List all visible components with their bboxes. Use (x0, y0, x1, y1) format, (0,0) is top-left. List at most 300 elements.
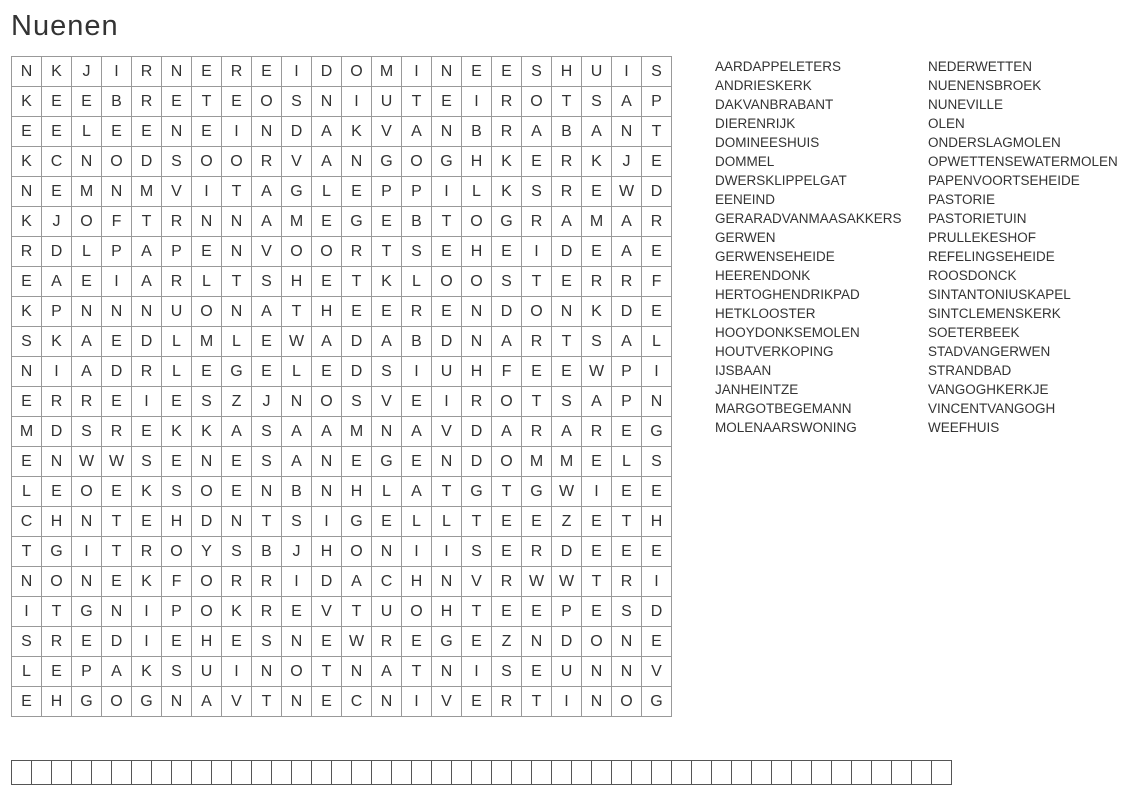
grid-cell[interactable]: E (252, 57, 282, 87)
grid-cell[interactable]: R (252, 147, 282, 177)
grid-cell[interactable]: V (462, 567, 492, 597)
grid-cell[interactable]: G (462, 477, 492, 507)
grid-cell[interactable]: A (402, 417, 432, 447)
grid-cell[interactable]: R (342, 237, 372, 267)
grid-cell[interactable]: E (492, 507, 522, 537)
grid-cell[interactable]: E (312, 687, 342, 717)
answer-box[interactable] (832, 761, 852, 785)
answer-box[interactable] (812, 761, 832, 785)
grid-cell[interactable]: R (12, 237, 42, 267)
grid-cell[interactable]: P (642, 87, 672, 117)
grid-cell[interactable]: E (582, 177, 612, 207)
grid-cell[interactable]: A (402, 117, 432, 147)
grid-cell[interactable]: R (462, 387, 492, 417)
grid-cell[interactable]: E (252, 357, 282, 387)
grid-cell[interactable]: N (522, 627, 552, 657)
grid-cell[interactable]: V (372, 117, 402, 147)
grid-cell[interactable]: Z (492, 627, 522, 657)
grid-cell[interactable]: A (72, 357, 102, 387)
grid-cell[interactable]: E (432, 237, 462, 267)
grid-cell[interactable]: L (402, 267, 432, 297)
grid-cell[interactable]: G (372, 447, 402, 477)
grid-cell[interactable]: J (42, 207, 72, 237)
grid-cell[interactable]: I (432, 537, 462, 567)
grid-cell[interactable]: P (102, 237, 132, 267)
grid-cell[interactable]: N (582, 687, 612, 717)
grid-cell[interactable]: S (162, 657, 192, 687)
grid-cell[interactable]: O (522, 297, 552, 327)
grid-cell[interactable]: D (282, 117, 312, 147)
grid-cell[interactable]: L (12, 477, 42, 507)
grid-cell[interactable]: R (612, 267, 642, 297)
grid-cell[interactable]: S (582, 87, 612, 117)
grid-cell[interactable]: N (222, 507, 252, 537)
grid-cell[interactable]: E (192, 357, 222, 387)
grid-cell[interactable]: O (522, 87, 552, 117)
grid-cell[interactable]: N (432, 567, 462, 597)
answer-box[interactable] (152, 761, 172, 785)
grid-cell[interactable]: R (522, 417, 552, 447)
grid-cell[interactable]: P (612, 387, 642, 417)
grid-cell[interactable]: H (402, 567, 432, 597)
grid-cell[interactable]: H (462, 147, 492, 177)
grid-cell[interactable]: L (642, 327, 672, 357)
grid-cell[interactable]: O (612, 687, 642, 717)
answer-box[interactable] (432, 761, 452, 785)
grid-cell[interactable]: A (342, 567, 372, 597)
grid-cell[interactable]: E (492, 597, 522, 627)
grid-cell[interactable]: E (492, 537, 522, 567)
grid-cell[interactable]: A (582, 387, 612, 417)
grid-cell[interactable]: E (492, 57, 522, 87)
grid-cell[interactable]: N (432, 657, 462, 687)
grid-cell[interactable]: N (192, 207, 222, 237)
grid-cell[interactable]: N (372, 537, 402, 567)
grid-cell[interactable]: O (492, 447, 522, 477)
grid-cell[interactable]: E (102, 477, 132, 507)
grid-cell[interactable]: K (12, 87, 42, 117)
grid-cell[interactable]: N (72, 297, 102, 327)
grid-cell[interactable]: I (132, 597, 162, 627)
answer-box[interactable] (492, 761, 512, 785)
grid-cell[interactable]: O (402, 597, 432, 627)
grid-cell[interactable]: T (192, 87, 222, 117)
grid-cell[interactable]: W (582, 357, 612, 387)
grid-cell[interactable]: E (582, 237, 612, 267)
grid-cell[interactable]: K (222, 597, 252, 627)
grid-cell[interactable]: I (132, 627, 162, 657)
grid-cell[interactable]: S (252, 447, 282, 477)
grid-cell[interactable]: I (582, 477, 612, 507)
grid-cell[interactable]: D (312, 57, 342, 87)
grid-cell[interactable]: E (402, 447, 432, 477)
grid-cell[interactable]: A (312, 117, 342, 147)
grid-cell[interactable]: S (642, 57, 672, 87)
grid-cell[interactable]: N (372, 687, 402, 717)
grid-cell[interactable]: A (492, 417, 522, 447)
answer-box[interactable] (732, 761, 752, 785)
grid-cell[interactable]: I (192, 177, 222, 207)
grid-cell[interactable]: I (402, 357, 432, 387)
grid-cell[interactable]: R (102, 417, 132, 447)
grid-cell[interactable]: P (162, 237, 192, 267)
grid-cell[interactable]: T (342, 267, 372, 297)
grid-cell[interactable]: A (372, 327, 402, 357)
grid-cell[interactable]: E (522, 147, 552, 177)
grid-cell[interactable]: C (12, 507, 42, 537)
grid-cell[interactable]: R (372, 627, 402, 657)
grid-cell[interactable]: R (72, 387, 102, 417)
grid-cell[interactable]: I (462, 657, 492, 687)
grid-cell[interactable]: V (432, 417, 462, 447)
grid-cell[interactable]: E (72, 627, 102, 657)
grid-cell[interactable]: H (462, 357, 492, 387)
grid-cell[interactable]: M (342, 417, 372, 447)
grid-cell[interactable]: E (102, 327, 132, 357)
grid-cell[interactable]: K (582, 297, 612, 327)
grid-cell[interactable]: E (342, 177, 372, 207)
grid-cell[interactable]: E (102, 567, 132, 597)
grid-cell[interactable]: O (192, 597, 222, 627)
grid-cell[interactable]: R (492, 117, 522, 147)
grid-cell[interactable]: M (12, 417, 42, 447)
grid-cell[interactable]: T (312, 657, 342, 687)
grid-cell[interactable]: A (612, 237, 642, 267)
grid-cell[interactable]: A (222, 417, 252, 447)
grid-cell[interactable]: S (492, 657, 522, 687)
grid-cell[interactable]: W (612, 177, 642, 207)
grid-cell[interactable]: F (492, 357, 522, 387)
grid-cell[interactable]: E (462, 687, 492, 717)
grid-cell[interactable]: M (522, 447, 552, 477)
answer-box[interactable] (272, 761, 292, 785)
grid-cell[interactable]: U (552, 657, 582, 687)
grid-cell[interactable]: R (132, 537, 162, 567)
grid-cell[interactable]: T (642, 117, 672, 147)
grid-cell[interactable]: D (552, 237, 582, 267)
grid-cell[interactable]: E (522, 597, 552, 627)
grid-cell[interactable]: T (462, 507, 492, 537)
grid-cell[interactable]: A (612, 87, 642, 117)
grid-cell[interactable]: G (72, 597, 102, 627)
grid-cell[interactable]: N (612, 117, 642, 147)
grid-cell[interactable]: G (642, 687, 672, 717)
grid-cell[interactable]: S (492, 267, 522, 297)
grid-cell[interactable]: H (552, 57, 582, 87)
grid-cell[interactable]: C (342, 687, 372, 717)
grid-cell[interactable]: E (102, 387, 132, 417)
grid-cell[interactable]: N (312, 477, 342, 507)
grid-cell[interactable]: I (102, 267, 132, 297)
grid-cell[interactable]: P (162, 597, 192, 627)
answer-box[interactable] (372, 761, 392, 785)
grid-cell[interactable]: L (72, 117, 102, 147)
grid-cell[interactable]: E (342, 447, 372, 477)
grid-cell[interactable]: E (642, 477, 672, 507)
grid-cell[interactable]: E (12, 447, 42, 477)
grid-cell[interactable]: K (162, 417, 192, 447)
grid-cell[interactable]: L (432, 507, 462, 537)
grid-cell[interactable]: E (132, 507, 162, 537)
grid-cell[interactable]: N (192, 447, 222, 477)
grid-cell[interactable]: T (552, 87, 582, 117)
grid-cell[interactable]: T (402, 657, 432, 687)
grid-cell[interactable]: V (252, 237, 282, 267)
answer-box[interactable] (392, 761, 412, 785)
grid-cell[interactable]: I (42, 357, 72, 387)
grid-cell[interactable]: I (132, 387, 162, 417)
grid-cell[interactable]: K (132, 657, 162, 687)
grid-cell[interactable]: D (42, 237, 72, 267)
grid-cell[interactable]: S (462, 537, 492, 567)
grid-cell[interactable]: I (642, 357, 672, 387)
grid-cell[interactable]: S (342, 387, 372, 417)
grid-cell[interactable]: E (492, 237, 522, 267)
grid-cell[interactable]: I (432, 177, 462, 207)
grid-cell[interactable]: O (162, 537, 192, 567)
grid-cell[interactable]: E (372, 297, 402, 327)
grid-cell[interactable]: L (312, 177, 342, 207)
grid-cell[interactable]: W (282, 327, 312, 357)
grid-cell[interactable]: R (522, 207, 552, 237)
grid-cell[interactable]: D (642, 177, 672, 207)
grid-cell[interactable]: A (312, 327, 342, 357)
grid-cell[interactable]: R (222, 567, 252, 597)
grid-cell[interactable]: A (252, 207, 282, 237)
grid-cell[interactable]: S (642, 447, 672, 477)
grid-cell[interactable]: E (312, 207, 342, 237)
grid-cell[interactable]: U (372, 597, 402, 627)
grid-cell[interactable]: D (192, 507, 222, 537)
grid-cell[interactable]: T (132, 207, 162, 237)
grid-cell[interactable]: E (312, 627, 342, 657)
grid-cell[interactable]: E (522, 507, 552, 537)
grid-cell[interactable]: U (582, 57, 612, 87)
grid-cell[interactable]: A (582, 117, 612, 147)
grid-cell[interactable]: A (552, 417, 582, 447)
grid-cell[interactable]: I (222, 657, 252, 687)
grid-cell[interactable]: R (642, 207, 672, 237)
grid-cell[interactable]: G (372, 147, 402, 177)
grid-cell[interactable]: S (522, 177, 552, 207)
grid-cell[interactable]: E (162, 627, 192, 657)
answer-box[interactable] (192, 761, 212, 785)
grid-cell[interactable]: D (642, 597, 672, 627)
grid-cell[interactable]: T (102, 537, 132, 567)
grid-cell[interactable]: O (432, 267, 462, 297)
grid-cell[interactable]: E (12, 387, 42, 417)
grid-cell[interactable]: A (42, 267, 72, 297)
grid-cell[interactable]: P (612, 357, 642, 387)
grid-cell[interactable]: S (282, 507, 312, 537)
grid-cell[interactable]: R (132, 87, 162, 117)
grid-cell[interactable]: N (312, 447, 342, 477)
grid-cell[interactable]: H (462, 237, 492, 267)
grid-cell[interactable]: A (282, 417, 312, 447)
grid-cell[interactable]: E (612, 417, 642, 447)
grid-cell[interactable]: N (72, 567, 102, 597)
grid-cell[interactable]: R (252, 567, 282, 597)
grid-cell[interactable]: T (282, 297, 312, 327)
grid-cell[interactable]: N (162, 117, 192, 147)
grid-cell[interactable]: I (282, 57, 312, 87)
grid-cell[interactable]: I (402, 57, 432, 87)
grid-cell[interactable]: E (42, 87, 72, 117)
grid-cell[interactable]: R (162, 207, 192, 237)
grid-cell[interactable]: O (42, 567, 72, 597)
grid-cell[interactable]: G (522, 477, 552, 507)
grid-cell[interactable]: E (402, 627, 432, 657)
grid-cell[interactable]: W (552, 477, 582, 507)
answer-box[interactable] (212, 761, 232, 785)
answer-box[interactable] (32, 761, 52, 785)
grid-cell[interactable]: G (642, 417, 672, 447)
grid-cell[interactable]: I (312, 507, 342, 537)
grid-cell[interactable]: S (402, 237, 432, 267)
grid-cell[interactable]: N (372, 417, 402, 447)
grid-cell[interactable]: N (132, 297, 162, 327)
grid-cell[interactable]: T (582, 567, 612, 597)
grid-cell[interactable]: O (582, 627, 612, 657)
grid-cell[interactable]: E (402, 387, 432, 417)
grid-cell[interactable]: S (12, 627, 42, 657)
grid-cell[interactable]: W (342, 627, 372, 657)
grid-cell[interactable]: O (312, 237, 342, 267)
grid-cell[interactable]: R (552, 147, 582, 177)
grid-cell[interactable]: B (402, 207, 432, 237)
grid-cell[interactable]: S (162, 147, 192, 177)
grid-cell[interactable]: E (612, 537, 642, 567)
grid-cell[interactable]: V (162, 177, 192, 207)
grid-cell[interactable]: O (252, 87, 282, 117)
grid-cell[interactable]: H (642, 507, 672, 537)
grid-cell[interactable]: O (492, 387, 522, 417)
grid-cell[interactable]: O (312, 387, 342, 417)
grid-cell[interactable]: T (522, 267, 552, 297)
grid-cell[interactable]: O (462, 267, 492, 297)
grid-cell[interactable]: E (42, 657, 72, 687)
answer-box[interactable] (172, 761, 192, 785)
grid-cell[interactable]: N (252, 477, 282, 507)
grid-cell[interactable]: H (282, 267, 312, 297)
grid-cell[interactable]: V (372, 387, 402, 417)
grid-cell[interactable]: I (102, 57, 132, 87)
grid-cell[interactable]: E (192, 57, 222, 87)
grid-cell[interactable]: D (42, 417, 72, 447)
grid-cell[interactable]: R (612, 567, 642, 597)
grid-cell[interactable]: W (522, 567, 552, 597)
grid-cell[interactable]: A (552, 207, 582, 237)
grid-cell[interactable]: E (582, 597, 612, 627)
grid-cell[interactable]: O (72, 477, 102, 507)
grid-cell[interactable]: F (642, 267, 672, 297)
grid-cell[interactable]: L (222, 327, 252, 357)
grid-cell[interactable]: V (642, 657, 672, 687)
answer-box[interactable] (252, 761, 272, 785)
grid-cell[interactable]: Z (222, 387, 252, 417)
grid-cell[interactable]: M (552, 447, 582, 477)
grid-cell[interactable]: P (552, 597, 582, 627)
grid-cell[interactable]: H (312, 297, 342, 327)
grid-cell[interactable]: E (162, 447, 192, 477)
grid-cell[interactable]: H (42, 687, 72, 717)
grid-cell[interactable]: N (222, 237, 252, 267)
grid-cell[interactable]: J (612, 147, 642, 177)
grid-cell[interactable]: J (282, 537, 312, 567)
grid-cell[interactable]: N (462, 297, 492, 327)
grid-cell[interactable]: N (552, 297, 582, 327)
grid-cell[interactable]: K (132, 567, 162, 597)
grid-cell[interactable]: K (42, 57, 72, 87)
grid-cell[interactable]: V (222, 687, 252, 717)
grid-cell[interactable]: T (432, 207, 462, 237)
grid-cell[interactable]: U (432, 357, 462, 387)
grid-cell[interactable]: R (42, 387, 72, 417)
answer-box[interactable] (452, 761, 472, 785)
answer-box[interactable] (132, 761, 152, 785)
grid-cell[interactable]: M (192, 327, 222, 357)
grid-cell[interactable]: N (342, 147, 372, 177)
grid-cell[interactable]: I (402, 537, 432, 567)
grid-cell[interactable]: D (132, 327, 162, 357)
grid-cell[interactable]: E (582, 507, 612, 537)
grid-cell[interactable]: D (612, 297, 642, 327)
answer-box[interactable] (532, 761, 552, 785)
grid-cell[interactable]: I (432, 387, 462, 417)
grid-cell[interactable]: M (582, 207, 612, 237)
grid-cell[interactable]: W (72, 447, 102, 477)
grid-cell[interactable]: E (552, 357, 582, 387)
grid-cell[interactable]: M (372, 57, 402, 87)
grid-cell[interactable]: O (342, 57, 372, 87)
grid-cell[interactable]: E (462, 57, 492, 87)
grid-cell[interactable]: G (492, 207, 522, 237)
grid-cell[interactable]: A (282, 447, 312, 477)
grid-cell[interactable]: V (432, 687, 462, 717)
grid-cell[interactable]: A (102, 657, 132, 687)
grid-cell[interactable]: O (72, 207, 102, 237)
grid-cell[interactable]: P (72, 657, 102, 687)
grid-cell[interactable]: E (162, 87, 192, 117)
answer-box[interactable] (592, 761, 612, 785)
grid-cell[interactable]: O (342, 537, 372, 567)
grid-cell[interactable]: D (102, 357, 132, 387)
grid-cell[interactable]: D (552, 537, 582, 567)
answer-box[interactable] (612, 761, 632, 785)
grid-cell[interactable]: T (252, 687, 282, 717)
grid-cell[interactable]: R (132, 57, 162, 87)
answer-box[interactable] (112, 761, 132, 785)
grid-cell[interactable]: I (402, 687, 432, 717)
grid-cell[interactable]: E (12, 117, 42, 147)
answer-box[interactable] (752, 761, 772, 785)
grid-cell[interactable]: N (432, 447, 462, 477)
grid-cell[interactable]: N (162, 687, 192, 717)
grid-cell[interactable]: L (162, 327, 192, 357)
grid-cell[interactable]: G (432, 147, 462, 177)
grid-cell[interactable]: E (102, 117, 132, 147)
answer-box[interactable] (712, 761, 732, 785)
grid-cell[interactable]: I (552, 687, 582, 717)
answer-box[interactable] (912, 761, 932, 785)
grid-cell[interactable]: D (462, 447, 492, 477)
grid-cell[interactable]: P (42, 297, 72, 327)
answer-box[interactable] (552, 761, 572, 785)
grid-cell[interactable]: E (192, 237, 222, 267)
grid-cell[interactable]: L (612, 447, 642, 477)
grid-cell[interactable]: A (132, 237, 162, 267)
grid-cell[interactable]: E (432, 297, 462, 327)
